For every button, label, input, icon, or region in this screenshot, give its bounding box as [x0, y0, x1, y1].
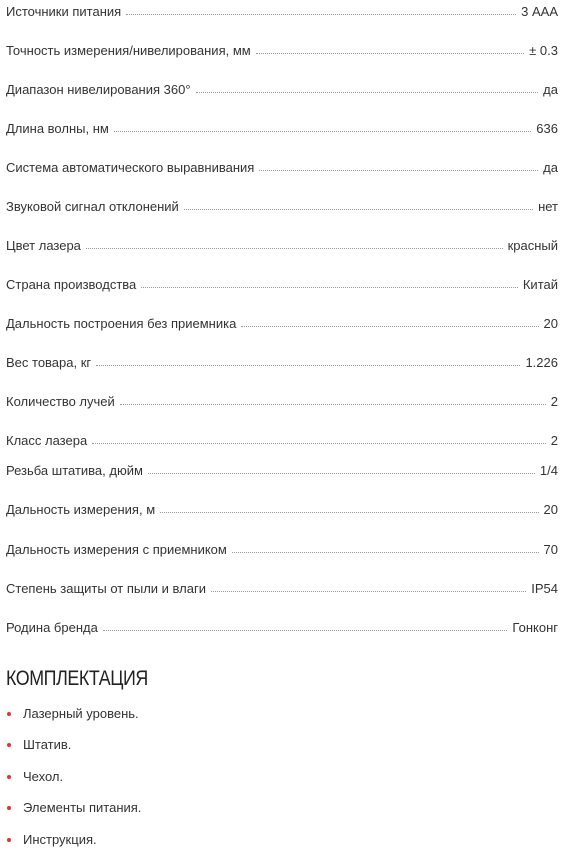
- spec-label: Резьба штатива, дюйм: [6, 463, 143, 478]
- spec-value: красный: [507, 238, 558, 253]
- spec-label: Звуковой сигнал отклонений: [6, 199, 179, 214]
- spec-value: 20: [543, 502, 558, 517]
- spec-value: 2: [550, 433, 558, 448]
- spec-label: Диапазон нивелирования 360°: [6, 82, 191, 97]
- spec-value: Китай: [522, 277, 558, 292]
- spec-value: 3 ААА: [521, 4, 558, 19]
- spec-label: Цвет лазера: [6, 238, 81, 253]
- spec-row: [6, 390, 558, 414]
- list-item: [6, 797, 141, 819]
- spec-label: Количество лучей: [6, 394, 115, 409]
- spec-row: [6, 351, 558, 375]
- spec-row: [6, 616, 558, 640]
- spec-value: 1/4: [539, 463, 558, 478]
- dotted-leader: [196, 91, 539, 93]
- spec-row: [6, 117, 558, 141]
- spec-label: Система автоматического выравнивания: [6, 160, 255, 175]
- dotted-leader: [184, 208, 533, 210]
- spec-label: Родина бренда: [6, 620, 98, 635]
- dotted-leader: [160, 511, 538, 513]
- spec-value: 1.226: [525, 355, 558, 370]
- list-item-text: Лазерный уровень.: [23, 706, 139, 721]
- list-item-text: Чехол.: [23, 769, 64, 784]
- spec-value: 636: [536, 121, 558, 136]
- dotted-leader: [103, 629, 508, 631]
- spec-label: Дальность построения без приемника: [6, 316, 237, 331]
- spec-row: [6, 538, 558, 562]
- spec-value: 20: [543, 316, 558, 331]
- spec-row: [6, 156, 558, 180]
- dotted-leader: [86, 247, 503, 249]
- spec-row: [6, 312, 558, 336]
- spec-value: Гонконг: [512, 620, 558, 635]
- spec-value: да: [543, 160, 558, 175]
- spec-row: [6, 78, 558, 102]
- spec-label: Страна производства: [6, 277, 137, 292]
- bullet-icon: [7, 712, 11, 716]
- dotted-leader: [148, 472, 535, 474]
- dotted-leader: [259, 169, 538, 171]
- list-item: [6, 829, 97, 851]
- spec-label: Степень защиты от пыли и влаги: [6, 581, 206, 596]
- spec-label: Длина волны, нм: [6, 121, 109, 136]
- spec-value: 70: [543, 542, 558, 557]
- spec-row: [6, 459, 558, 483]
- spec-label: Точность измерения/нивелирования, мм: [6, 43, 251, 58]
- spec-label: Вес товара, кг: [6, 355, 92, 370]
- spec-row: [6, 39, 558, 63]
- list-item: [6, 734, 71, 756]
- bullet-icon: [7, 838, 11, 842]
- spec-row: [6, 429, 558, 453]
- kit-title: КОМПЛЕКТАЦИЯ: [6, 667, 148, 690]
- bullet-icon: [7, 743, 11, 747]
- dotted-leader: [232, 551, 539, 553]
- spec-label: Дальность измерения с приемником: [6, 542, 227, 557]
- list-item-text: Штатив.: [23, 737, 72, 752]
- dotted-leader: [141, 286, 518, 288]
- dotted-leader: [241, 325, 538, 327]
- spec-row: [6, 195, 558, 219]
- bullet-icon: [7, 806, 11, 810]
- spec-row: [6, 498, 558, 522]
- spec-label: Дальность измерения, м: [6, 502, 156, 517]
- list-item: [6, 766, 63, 788]
- list-item-text: Инструкция.: [23, 832, 97, 847]
- spec-value: IP54: [531, 581, 558, 596]
- spec-row: [6, 0, 558, 24]
- spec-label: Источники питания: [6, 4, 122, 19]
- spec-value: 2: [550, 394, 558, 409]
- spec-row: [6, 273, 558, 297]
- spec-row: [6, 234, 558, 258]
- dotted-leader: [211, 590, 526, 592]
- dotted-leader: [96, 364, 520, 366]
- dotted-leader: [256, 52, 524, 54]
- dotted-leader: [120, 403, 546, 405]
- list-item-text: Элементы питания.: [23, 800, 142, 815]
- dotted-leader: [92, 442, 546, 444]
- spec-label: Класс лазера: [6, 433, 88, 448]
- spec-row: [6, 577, 558, 601]
- dotted-leader: [126, 13, 516, 15]
- list-item: [6, 703, 139, 725]
- spec-value: да: [543, 82, 558, 97]
- spec-value: нет: [538, 199, 558, 214]
- bullet-icon: [7, 775, 11, 779]
- dotted-leader: [114, 130, 531, 132]
- spec-value: ± 0.3: [529, 43, 558, 58]
